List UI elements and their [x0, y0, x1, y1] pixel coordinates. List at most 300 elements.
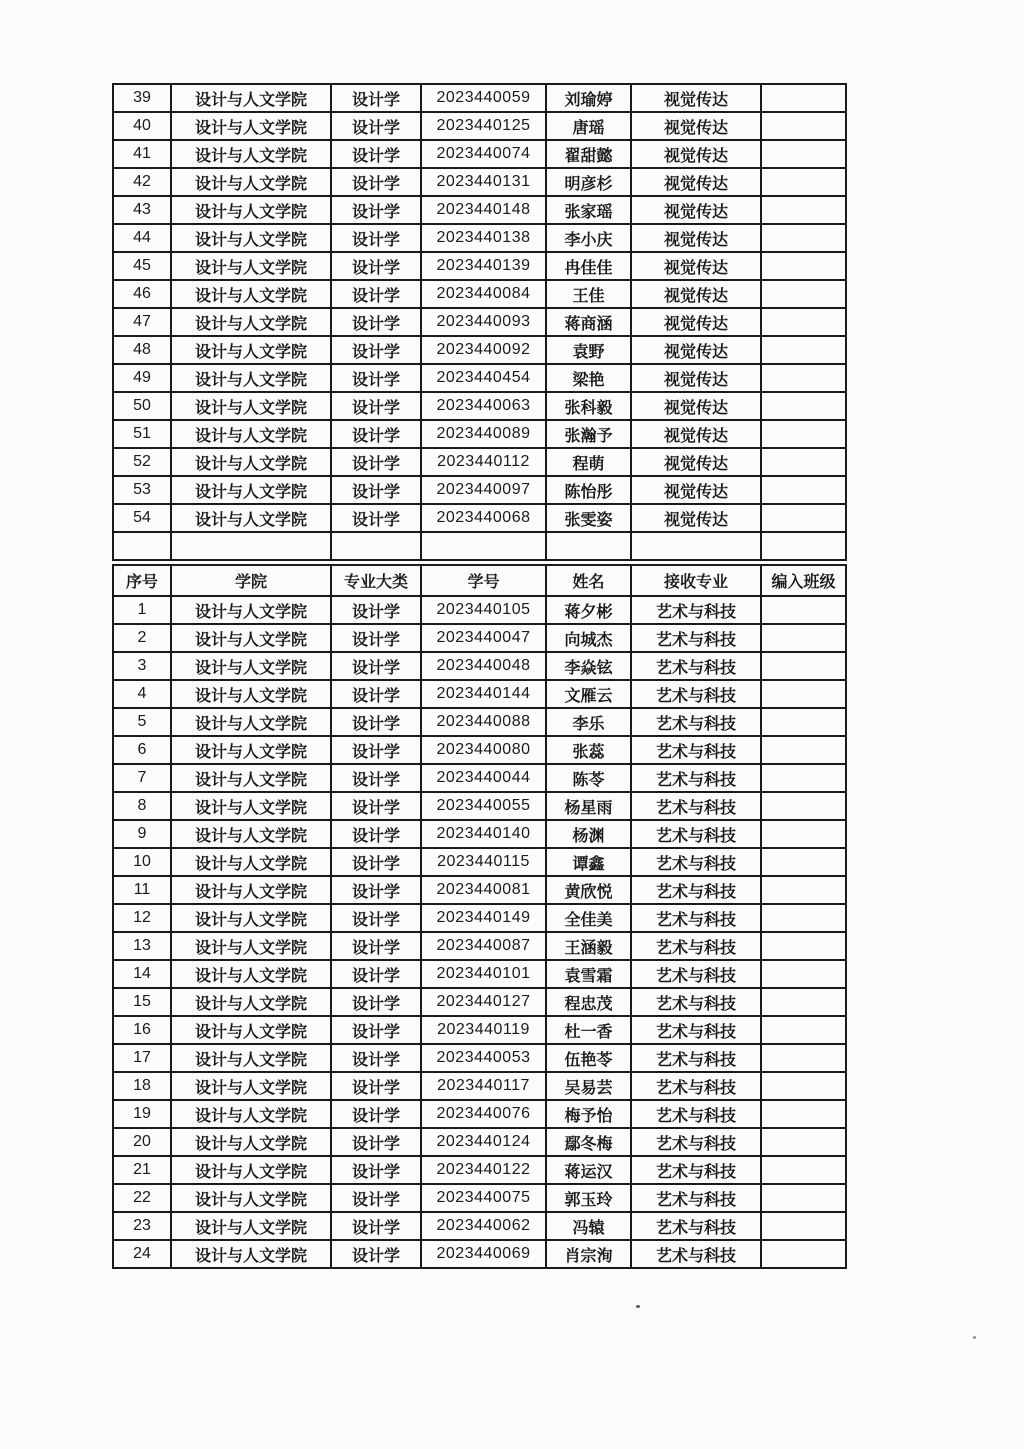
cell-category: 设计学	[331, 1016, 421, 1044]
table-row	[113, 1100, 846, 1128]
cell-name: 蒋夕彬	[546, 596, 631, 624]
cell-category: 设计学	[331, 848, 421, 876]
cell-class-assigned	[761, 196, 846, 224]
cell-major: 视觉传达	[631, 420, 761, 448]
cell-name: 李小庆	[546, 224, 631, 252]
cell-major: 视觉传达	[631, 84, 761, 112]
cell-college: 设计与人文学院	[171, 140, 331, 168]
cell-student-id: 2023440101	[421, 960, 546, 988]
cell-category: 设计学	[331, 960, 421, 988]
cell-major: 视觉传达	[631, 112, 761, 140]
cell-category: 设计学	[331, 708, 421, 736]
table-row	[113, 1072, 846, 1100]
cell-category: 设计学	[331, 1240, 421, 1268]
cell-student-id: 2023440059	[421, 84, 546, 112]
cell-college: 设计与人文学院	[171, 1044, 331, 1072]
column-header-category: 专业大类	[331, 565, 421, 596]
cell-name: 袁雪霜	[546, 960, 631, 988]
cell-college: 设计与人文学院	[171, 1156, 331, 1184]
cell-no: 47	[113, 308, 171, 336]
cell-student-id: 2023440119	[421, 1016, 546, 1044]
cell-major: 艺术与科技	[631, 1044, 761, 1072]
cell-college: 设计与人文学院	[171, 708, 331, 736]
cell-college: 设计与人文学院	[171, 1100, 331, 1128]
table-row	[113, 84, 846, 112]
cell-name: 明彦杉	[546, 168, 631, 196]
cell-student-id: 2023440093	[421, 308, 546, 336]
table-row	[113, 1128, 846, 1156]
cell-college: 设计与人文学院	[171, 792, 331, 820]
cell-college: 设计与人文学院	[171, 504, 331, 532]
cell-name: 张蕊	[546, 736, 631, 764]
cell-major: 视觉传达	[631, 252, 761, 280]
cell-major: 艺术与科技	[631, 1184, 761, 1212]
cell-student-id: 2023440062	[421, 1212, 546, 1240]
table-row	[113, 280, 846, 308]
cell-category: 设计学	[331, 336, 421, 364]
cell-class-assigned	[761, 532, 846, 560]
cell-category: 设计学	[331, 140, 421, 168]
cell-major: 视觉传达	[631, 308, 761, 336]
cell-college: 设计与人文学院	[171, 364, 331, 392]
cell-class-assigned	[761, 876, 846, 904]
table-row	[113, 420, 846, 448]
cell-category: 设计学	[331, 364, 421, 392]
cell-class-assigned	[761, 448, 846, 476]
column-header-college: 学院	[171, 565, 331, 596]
table-upper-body	[113, 84, 846, 560]
cell-name: 全佳美	[546, 904, 631, 932]
cell-class-assigned	[761, 364, 846, 392]
cell-category: 设计学	[331, 448, 421, 476]
cell-major: 视觉传达	[631, 196, 761, 224]
cell-class-assigned	[761, 1016, 846, 1044]
cell-college	[171, 532, 331, 560]
cell-no: 44	[113, 224, 171, 252]
cell-category: 设计学	[331, 652, 421, 680]
table-lower-art-technology	[112, 564, 847, 1269]
cell-name: 张雯姿	[546, 504, 631, 532]
cell-major: 艺术与科技	[631, 1072, 761, 1100]
column-header-no: 序号	[113, 565, 171, 596]
cell-name: 王涵毅	[546, 932, 631, 960]
cell-college: 设计与人文学院	[171, 308, 331, 336]
cell-student-id	[421, 532, 546, 560]
table-row	[113, 792, 846, 820]
cell-name: 肖宗洵	[546, 1240, 631, 1268]
table-row	[113, 1184, 846, 1212]
cell-class-assigned	[761, 1212, 846, 1240]
table-row	[113, 392, 846, 420]
cell-student-id: 2023440105	[421, 596, 546, 624]
table-row	[113, 1240, 846, 1268]
cell-name: 吴易芸	[546, 1072, 631, 1100]
cell-college: 设计与人文学院	[171, 112, 331, 140]
cell-category: 设计学	[331, 792, 421, 820]
cell-major: 艺术与科技	[631, 848, 761, 876]
cell-category: 设计学	[331, 988, 421, 1016]
cell-class-assigned	[761, 1240, 846, 1268]
cell-category: 设计学	[331, 1044, 421, 1072]
cell-college: 设计与人文学院	[171, 988, 331, 1016]
cell-name: 蒋商涵	[546, 308, 631, 336]
cell-name: 梅予怡	[546, 1100, 631, 1128]
cell-category: 设计学	[331, 504, 421, 532]
table-row	[113, 196, 846, 224]
scan-artifact-dot	[973, 1336, 976, 1339]
cell-college: 设计与人文学院	[171, 1072, 331, 1100]
cell-name: 刘瑜婷	[546, 84, 631, 112]
cell-category: 设计学	[331, 736, 421, 764]
cell-category: 设计学	[331, 820, 421, 848]
cell-no: 9	[113, 820, 171, 848]
table-row	[113, 708, 846, 736]
cell-no: 49	[113, 364, 171, 392]
cell-major: 视觉传达	[631, 504, 761, 532]
cell-class-assigned	[761, 1044, 846, 1072]
cell-name	[546, 532, 631, 560]
table-row	[113, 504, 846, 532]
cell-student-id: 2023440139	[421, 252, 546, 280]
cell-student-id: 2023440144	[421, 680, 546, 708]
cell-student-id: 2023440112	[421, 448, 546, 476]
cell-name: 王佳	[546, 280, 631, 308]
cell-student-id: 2023440148	[421, 196, 546, 224]
cell-category: 设计学	[331, 224, 421, 252]
column-header-name: 姓名	[546, 565, 631, 596]
cell-name: 程萌	[546, 448, 631, 476]
column-header-major: 接收专业	[631, 565, 761, 596]
cell-student-id: 2023440081	[421, 876, 546, 904]
cell-major: 视觉传达	[631, 448, 761, 476]
cell-no: 1	[113, 596, 171, 624]
cell-major: 视觉传达	[631, 336, 761, 364]
cell-student-id: 2023440053	[421, 1044, 546, 1072]
cell-no: 40	[113, 112, 171, 140]
cell-category	[331, 532, 421, 560]
cell-no: 39	[113, 84, 171, 112]
cell-major: 艺术与科技	[631, 680, 761, 708]
cell-student-id: 2023440124	[421, 1128, 546, 1156]
cell-major: 艺术与科技	[631, 820, 761, 848]
cell-no: 3	[113, 652, 171, 680]
cell-college: 设计与人文学院	[171, 904, 331, 932]
cell-class-assigned	[761, 988, 846, 1016]
column-header-student-id: 学号	[421, 565, 546, 596]
cell-category: 设计学	[331, 1212, 421, 1240]
cell-student-id: 2023440075	[421, 1184, 546, 1212]
cell-category: 设计学	[331, 764, 421, 792]
cell-category: 设计学	[331, 876, 421, 904]
cell-class-assigned	[761, 84, 846, 112]
tables-container	[112, 83, 845, 1269]
cell-college: 设计与人文学院	[171, 960, 331, 988]
cell-student-id: 2023440140	[421, 820, 546, 848]
cell-no: 19	[113, 1100, 171, 1128]
cell-no: 21	[113, 1156, 171, 1184]
cell-class-assigned	[761, 736, 846, 764]
cell-college: 设计与人文学院	[171, 680, 331, 708]
cell-class-assigned	[761, 652, 846, 680]
cell-name: 张瀚予	[546, 420, 631, 448]
cell-no: 11	[113, 876, 171, 904]
cell-no: 52	[113, 448, 171, 476]
cell-class-assigned	[761, 596, 846, 624]
cell-college: 设计与人文学院	[171, 624, 331, 652]
cell-student-id: 2023440125	[421, 112, 546, 140]
cell-class-assigned	[761, 224, 846, 252]
cell-category: 设计学	[331, 1184, 421, 1212]
cell-student-id: 2023440089	[421, 420, 546, 448]
cell-college: 设计与人文学院	[171, 1128, 331, 1156]
cell-name: 梁艳	[546, 364, 631, 392]
cell-student-id: 2023440080	[421, 736, 546, 764]
cell-name: 李乐	[546, 708, 631, 736]
table-lower-body	[113, 596, 846, 1268]
cell-major: 艺术与科技	[631, 736, 761, 764]
cell-category: 设计学	[331, 904, 421, 932]
cell-no: 5	[113, 708, 171, 736]
table-row	[113, 1044, 846, 1072]
cell-student-id: 2023440131	[421, 168, 546, 196]
table-row	[113, 764, 846, 792]
cell-class-assigned	[761, 476, 846, 504]
cell-class-assigned	[761, 680, 846, 708]
cell-no: 54	[113, 504, 171, 532]
cell-no: 12	[113, 904, 171, 932]
cell-no: 22	[113, 1184, 171, 1212]
cell-name: 杨渊	[546, 820, 631, 848]
cell-name: 文雁云	[546, 680, 631, 708]
cell-no: 18	[113, 1072, 171, 1100]
cell-student-id: 2023440074	[421, 140, 546, 168]
cell-class-assigned	[761, 308, 846, 336]
cell-college: 设计与人文学院	[171, 392, 331, 420]
cell-name: 蒋运汉	[546, 1156, 631, 1184]
cell-college: 设计与人文学院	[171, 84, 331, 112]
cell-major: 艺术与科技	[631, 1212, 761, 1240]
cell-class-assigned	[761, 1156, 846, 1184]
cell-name: 张家瑶	[546, 196, 631, 224]
cell-class-assigned	[761, 960, 846, 988]
cell-class-assigned	[761, 112, 846, 140]
cell-student-id: 2023440117	[421, 1072, 546, 1100]
table-header-row	[113, 565, 846, 596]
cell-major: 视觉传达	[631, 224, 761, 252]
cell-student-id: 2023440127	[421, 988, 546, 1016]
cell-major: 艺术与科技	[631, 1240, 761, 1268]
table-row	[113, 596, 846, 624]
table-row	[113, 476, 846, 504]
cell-student-id: 2023440088	[421, 708, 546, 736]
table-row	[113, 140, 846, 168]
table-row	[113, 876, 846, 904]
table-row	[113, 932, 846, 960]
cell-category: 设计学	[331, 420, 421, 448]
cell-student-id: 2023440055	[421, 792, 546, 820]
cell-college: 设计与人文学院	[171, 1212, 331, 1240]
cell-college: 设计与人文学院	[171, 848, 331, 876]
cell-category: 设计学	[331, 252, 421, 280]
table-row	[113, 680, 846, 708]
cell-class-assigned	[761, 392, 846, 420]
cell-college: 设计与人文学院	[171, 764, 331, 792]
cell-no: 16	[113, 1016, 171, 1044]
table-row	[113, 736, 846, 764]
cell-no	[113, 532, 171, 560]
cell-category: 设计学	[331, 932, 421, 960]
table-row	[113, 624, 846, 652]
cell-name: 程忠茂	[546, 988, 631, 1016]
cell-college: 设计与人文学院	[171, 596, 331, 624]
table-row	[113, 448, 846, 476]
cell-student-id: 2023440122	[421, 1156, 546, 1184]
cell-major: 艺术与科技	[631, 988, 761, 1016]
table-row	[113, 1016, 846, 1044]
cell-student-id: 2023440076	[421, 1100, 546, 1128]
cell-student-id: 2023440115	[421, 848, 546, 876]
cell-major: 艺术与科技	[631, 652, 761, 680]
cell-student-id: 2023440138	[421, 224, 546, 252]
cell-name: 伍艳苓	[546, 1044, 631, 1072]
cell-college: 设计与人文学院	[171, 196, 331, 224]
cell-name: 冉佳佳	[546, 252, 631, 280]
cell-major: 艺术与科技	[631, 596, 761, 624]
cell-no: 20	[113, 1128, 171, 1156]
table-row	[113, 848, 846, 876]
table-row	[113, 364, 846, 392]
cell-college: 设计与人文学院	[171, 168, 331, 196]
table-row	[113, 336, 846, 364]
cell-college: 设计与人文学院	[171, 476, 331, 504]
cell-no: 43	[113, 196, 171, 224]
table-row	[113, 168, 846, 196]
cell-no: 8	[113, 792, 171, 820]
cell-category: 设计学	[331, 1100, 421, 1128]
cell-category: 设计学	[331, 596, 421, 624]
cell-category: 设计学	[331, 280, 421, 308]
cell-no: 4	[113, 680, 171, 708]
cell-college: 设计与人文学院	[171, 1240, 331, 1268]
cell-college: 设计与人文学院	[171, 736, 331, 764]
cell-name: 郭玉玲	[546, 1184, 631, 1212]
cell-category: 设计学	[331, 308, 421, 336]
cell-major: 艺术与科技	[631, 1016, 761, 1044]
cell-no: 41	[113, 140, 171, 168]
cell-major: 视觉传达	[631, 140, 761, 168]
cell-no: 7	[113, 764, 171, 792]
cell-student-id: 2023440068	[421, 504, 546, 532]
cell-category: 设计学	[331, 84, 421, 112]
cell-category: 设计学	[331, 624, 421, 652]
cell-class-assigned	[761, 1128, 846, 1156]
cell-student-id: 2023440069	[421, 1240, 546, 1268]
table-row	[113, 308, 846, 336]
cell-category: 设计学	[331, 392, 421, 420]
cell-name: 黄欣悦	[546, 876, 631, 904]
cell-no: 15	[113, 988, 171, 1016]
cell-student-id: 2023440044	[421, 764, 546, 792]
cell-name: 唐瑶	[546, 112, 631, 140]
cell-college: 设计与人文学院	[171, 652, 331, 680]
cell-major: 艺术与科技	[631, 876, 761, 904]
cell-class-assigned	[761, 504, 846, 532]
cell-class-assigned	[761, 932, 846, 960]
cell-student-id: 2023440097	[421, 476, 546, 504]
cell-name: 李焱铉	[546, 652, 631, 680]
cell-college: 设计与人文学院	[171, 820, 331, 848]
cell-no: 17	[113, 1044, 171, 1072]
cell-class-assigned	[761, 140, 846, 168]
cell-major: 艺术与科技	[631, 960, 761, 988]
cell-no: 48	[113, 336, 171, 364]
cell-college: 设计与人文学院	[171, 224, 331, 252]
cell-category: 设计学	[331, 1072, 421, 1100]
table-upper-visual-communication	[112, 83, 847, 561]
cell-student-id: 2023440149	[421, 904, 546, 932]
table-row	[113, 1212, 846, 1240]
cell-name: 陈苓	[546, 764, 631, 792]
cell-category: 设计学	[331, 112, 421, 140]
cell-college: 设计与人文学院	[171, 448, 331, 476]
table-row	[113, 988, 846, 1016]
cell-name: 杜一香	[546, 1016, 631, 1044]
cell-category: 设计学	[331, 196, 421, 224]
cell-class-assigned	[761, 708, 846, 736]
cell-major: 艺术与科技	[631, 1100, 761, 1128]
cell-no: 2	[113, 624, 171, 652]
cell-student-id: 2023440092	[421, 336, 546, 364]
cell-class-assigned	[761, 764, 846, 792]
cell-major: 艺术与科技	[631, 904, 761, 932]
cell-college: 设计与人文学院	[171, 932, 331, 960]
scan-artifact-dot	[636, 1305, 640, 1308]
cell-college: 设计与人文学院	[171, 280, 331, 308]
cell-major: 视觉传达	[631, 392, 761, 420]
cell-major: 视觉传达	[631, 476, 761, 504]
cell-no: 50	[113, 392, 171, 420]
cell-no: 53	[113, 476, 171, 504]
cell-class-assigned	[761, 904, 846, 932]
cell-student-id: 2023440087	[421, 932, 546, 960]
table-row	[113, 652, 846, 680]
cell-category: 设计学	[331, 680, 421, 708]
cell-category: 设计学	[331, 476, 421, 504]
cell-student-id: 2023440084	[421, 280, 546, 308]
cell-category: 设计学	[331, 1156, 421, 1184]
table-row	[113, 224, 846, 252]
cell-no: 10	[113, 848, 171, 876]
cell-college: 设计与人文学院	[171, 336, 331, 364]
cell-student-id: 2023440047	[421, 624, 546, 652]
cell-class-assigned	[761, 1072, 846, 1100]
cell-major: 视觉传达	[631, 168, 761, 196]
cell-major	[631, 532, 761, 560]
cell-class-assigned	[761, 848, 846, 876]
cell-major: 艺术与科技	[631, 792, 761, 820]
cell-name: 向城杰	[546, 624, 631, 652]
table-row	[113, 960, 846, 988]
table-row	[113, 252, 846, 280]
cell-category: 设计学	[331, 1128, 421, 1156]
cell-no: 14	[113, 960, 171, 988]
cell-student-id: 2023440048	[421, 652, 546, 680]
table-row	[113, 904, 846, 932]
cell-major: 视觉传达	[631, 280, 761, 308]
cell-no: 42	[113, 168, 171, 196]
cell-college: 设计与人文学院	[171, 252, 331, 280]
cell-major: 艺术与科技	[631, 1156, 761, 1184]
